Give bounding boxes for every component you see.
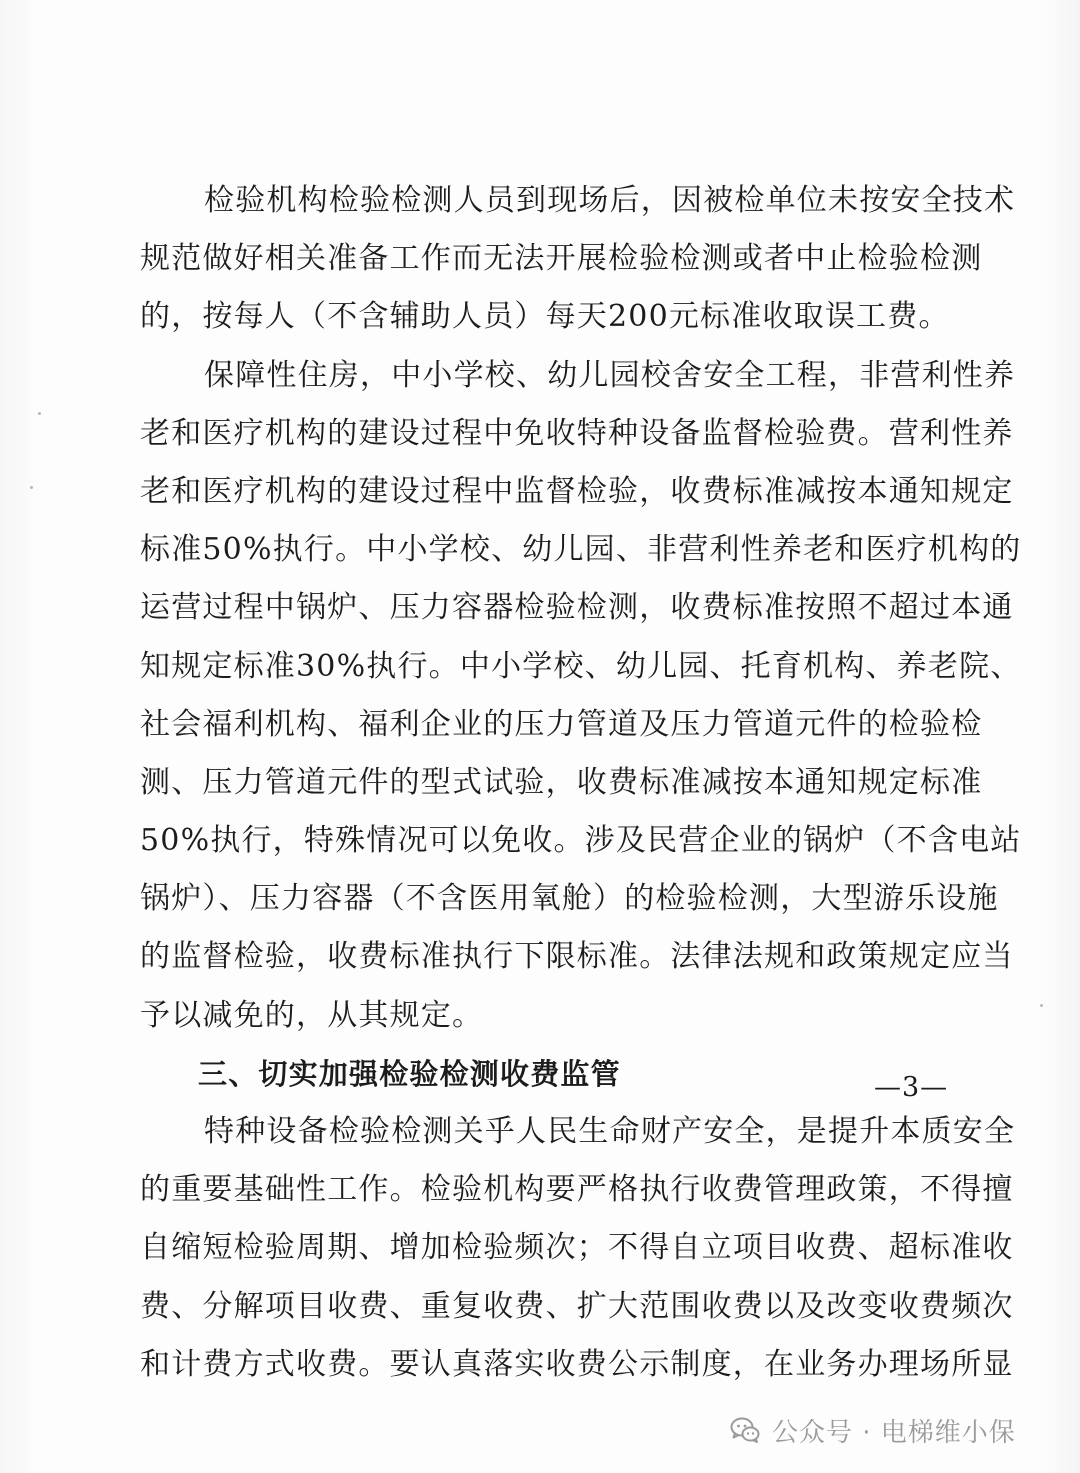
paragraph-line: 规范做好相关准备工作而无法开展检验检测或者中止检验检测 (140, 241, 983, 277)
paragraph-line: 特种设备检验检测关乎人民生命财产安全，是提升本质安全 (204, 1114, 1016, 1149)
paragraph-line: 社会福利机构、福利企业的压力管道及压力管道元件的检验检 (140, 706, 983, 742)
paragraph-line: 老和医疗机构的建设过程中免收特种设备监督检验费。营利性养 (140, 415, 1014, 451)
paragraph-line: 运营过程中锅炉、压力容器检验检测，收费标准按照不超过本通 (140, 590, 1014, 626)
paragraph-line: 费、分解项目收费、重复收费、扩大范围收费以及改变收费频次 (140, 1288, 1014, 1324)
scan-speck (30, 486, 33, 489)
paragraph-line: 标准50%执行。中小学校、幼儿园、非营利性养老和医疗机构的 (140, 532, 1022, 568)
section-heading: 三、切实加强检验检测收费监管 (198, 1056, 621, 1091)
paragraph-line: 予以减免的，从其规定。 (140, 997, 484, 1033)
paragraph-line: 50%执行，特殊情况可以免收。涉及民营企业的锅炉（不含电站 (140, 823, 1022, 859)
paragraph-line: 和计费方式收费。要认真落实收费公示制度，在业务办理场所显 (140, 1346, 1014, 1382)
paragraph-line: 检验机构检验检测人员到现场后，因被检单位未按安全技术 (204, 183, 1016, 218)
wechat-icon (730, 1416, 760, 1444)
page-number: —3— (874, 1072, 949, 1103)
paragraph-line: 自缩短检验周期、增加检验频次；不得自立项目收费、超标准收 (140, 1230, 1014, 1266)
scan-speck (38, 412, 41, 415)
paragraph-line: 的重要基础性工作。检验机构要严格执行收费管理政策，不得擅 (140, 1172, 1014, 1208)
paragraph-line: 保障性住房，中小学校、幼儿园校舍安全工程，非营利性养 (204, 357, 1016, 393)
paragraph-line: 测、压力管道元件的型式试验，收费标准减按本通知规定标准 (140, 764, 983, 800)
document-body (140, 172, 1022, 1394)
paragraph-line: 的，按每人（不含辅助人员）每天200元标准收取误工费。 (140, 299, 950, 335)
paragraph-line: 的监督检验，收费标准执行下限标准。法律法规和政策规定应当 (140, 939, 1014, 975)
watermark (730, 1408, 1016, 1452)
scan-speck (1040, 1004, 1043, 1007)
paragraph-line: 知规定标准30%执行。中小学校、幼儿园、托育机构、养老院、 (140, 648, 1022, 684)
watermark-text: 公众号 · 电梯维小保 (772, 1417, 1016, 1448)
paragraph-line: 老和医疗机构的建设过程中监督检验，收费标准减按本通知规定 (140, 473, 1014, 509)
paragraph-line: 锅炉）、压力容器（不含医用氧舱）的检验检测，大型游乐设施 (140, 881, 999, 917)
